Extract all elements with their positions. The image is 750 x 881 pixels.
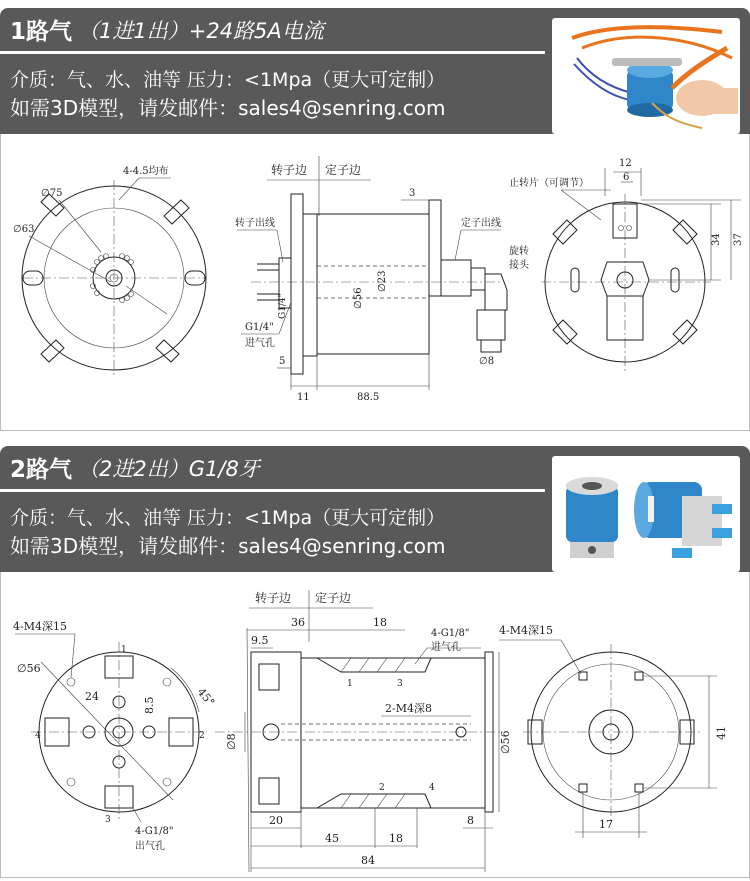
side-port-2-label: 2 (379, 783, 385, 793)
medium-pressure-line: 介质：气、水、油等 压力：<1Mpa（更大可定制） (10, 507, 446, 529)
d63-label: ∅63 (13, 224, 35, 235)
dim-18-top-label: 18 (373, 616, 387, 629)
panel-header (0, 8, 750, 134)
d56-label: ∅56 (353, 287, 364, 309)
dim-84-label: 84 (361, 854, 375, 867)
title-main: 1路气 (10, 19, 73, 45)
rotary-joint-label-2: 接头 (509, 260, 529, 271)
dim-24-label: 24 (85, 690, 99, 703)
g14-left-label: G1/4" (278, 293, 288, 319)
medium-pressure-line: 介质：气、水、油等 压力：<1Mpa（更大可定制） (10, 69, 446, 91)
contact-email-line: 如需3D模型，请发邮件：sales4@senring.com (10, 96, 446, 120)
rotor-side-label: 转子边 (255, 591, 292, 605)
d56-label: ∅56 (17, 662, 41, 675)
d56-side-label: ∅56 (499, 730, 512, 754)
dim-17-label: 17 (599, 818, 613, 831)
d8-label: ∅8 (479, 356, 495, 367)
rotary-joint-label-1: 旋转 (509, 246, 529, 257)
spec-text (10, 504, 445, 560)
stator-side-label: 定子边 (325, 163, 362, 177)
front-view-ports (13, 620, 217, 852)
holes-label: 4-4.5均布 (123, 166, 169, 177)
dim-8-label: 8 (467, 814, 474, 827)
spec-text (10, 66, 445, 122)
side-view (235, 156, 530, 403)
product-photo (552, 456, 740, 572)
product-panel-2 (0, 446, 750, 878)
product-photo (552, 18, 740, 134)
technical-drawing-2 (0, 572, 750, 878)
d23-label: ∅23 (377, 270, 388, 292)
dim-20-label: 20 (269, 814, 283, 827)
right-view (509, 158, 744, 374)
g14-inlet-hole-label: 进气孔 (245, 338, 275, 349)
inlet-label: 4-G1/8" (431, 628, 470, 639)
port-1-label: 1 (121, 645, 127, 655)
d8-label: ∅8 (225, 733, 238, 750)
outlet-label: 4-G1/8" (135, 826, 174, 837)
dim-11-label: 11 (297, 392, 310, 403)
port-3-label: 3 (105, 815, 111, 825)
stator-side-label: 定子边 (315, 591, 352, 605)
dim-37-label: 37 (733, 233, 744, 246)
stop-tab-label: 止转片（可调节） (509, 178, 589, 189)
d75-label: ∅75 (41, 188, 63, 199)
contact-email-line: 如需3D模型，请发邮件：sales4@senring.com (10, 534, 446, 558)
product-panel-1 (0, 8, 750, 431)
g14-inlet-label: G1/4" (245, 322, 274, 333)
port-2-label: 2 (199, 731, 205, 741)
m4-label: 4-M4深15 (13, 620, 67, 633)
dim-88-5-label: 88.5 (357, 392, 380, 403)
dim-18-bot-label: 18 (389, 832, 403, 845)
port-4-label: 4 (35, 731, 41, 741)
side-port-1-label: 1 (347, 679, 353, 689)
panel-title (0, 446, 545, 492)
panel-header (0, 446, 750, 572)
inlet-hole-label: 进气孔 (431, 642, 461, 653)
dim-12-label: 12 (619, 158, 632, 169)
dim-3-label: 3 (409, 188, 416, 199)
title-sub: （2进2出）G1/8牙 (78, 456, 260, 481)
side-port-3-label: 3 (397, 679, 403, 689)
right-view (499, 624, 728, 838)
stator-wire-label: 定子出线 (461, 218, 501, 229)
dim-6-label: 6 (623, 172, 630, 183)
panel-title (0, 8, 545, 54)
angle-45-label: 45° (194, 685, 218, 709)
side-view (215, 590, 512, 872)
outlet-hole-label: 出气孔 (135, 841, 165, 852)
title-main: 2路气 (10, 457, 73, 483)
dim-45-label: 45 (325, 832, 339, 845)
title-sub: （1进1出）+24路5A电流 (78, 18, 324, 43)
dim-8-5-label: 8.5 (143, 696, 156, 714)
dim-41-label: 41 (715, 726, 728, 740)
rotor-wire-label: 转子出线 (235, 218, 275, 229)
rotor-side-label: 转子边 (271, 163, 308, 177)
m4-8-label: 2-M4深8 (385, 702, 432, 715)
dim-34-label: 34 (711, 233, 722, 246)
dim-36-label: 36 (291, 616, 305, 629)
m4-right-label: 4-M4深15 (499, 624, 553, 637)
dim-9-5-label: 9.5 (251, 634, 269, 647)
technical-drawing-1 (0, 134, 750, 431)
flange-front-view (13, 164, 206, 378)
side-port-4-label: 4 (429, 783, 435, 793)
dim-5-label: 5 (279, 356, 286, 367)
